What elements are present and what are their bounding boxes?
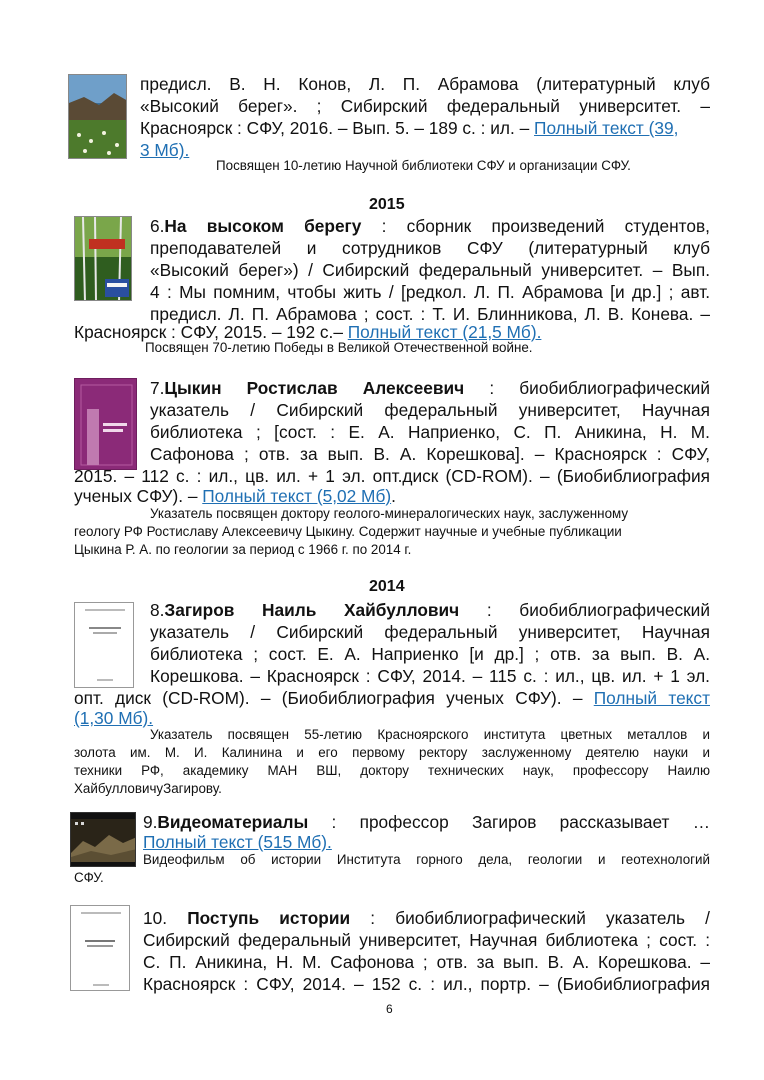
- entry10-line3: С. П. Аникина, Н. М. Сафонова ; отв. за вып. В. А. Корешкова. –: [143, 952, 710, 972]
- entry7-line3: библиотека ; [сост. : Е. А. Наприенко, С. П. Аникина, Н. М.: [150, 422, 710, 442]
- book-cover-zagirov: [74, 602, 134, 688]
- entry8-line6: [74, 708, 153, 728]
- entry6-line3: «Высокий берег») / Сибирский федеральный университет. – Вып.: [150, 260, 710, 280]
- year-heading-2015: 2015: [369, 196, 405, 213]
- video-thumbnail-zagirov: [70, 812, 136, 867]
- entry8-line4: Корешкова. – Красноярск : СФУ, 2014. – 115 с. : ил., цв. ил. + 1 эл.: [150, 666, 710, 686]
- entry5-line1: предисл. В. Н. Конов, Л. П. Абрамова (литературный клуб: [140, 74, 710, 94]
- entry7-line5: 2015. – 112 с. : ил., цв. ил. + 1 эл. опт.диск (CD-ROM). – (Биобиблиография: [74, 466, 710, 486]
- entry8-line3: библиотека ; сост. Е. А. Наприенко [и др.] ; отв. за вып. В. А.: [150, 644, 710, 664]
- entry9-title: Видеоматериалы: [157, 812, 309, 832]
- entry7-note-line3: Цыкина Р. А. по геологии за период с 1966 г. по 2014 г.: [74, 542, 412, 557]
- entry8-note-line4: ХайбулловичуЗагирову.: [74, 781, 222, 796]
- entry10-title: Поступь истории: [187, 908, 351, 928]
- entry6-title: На высоком берегу: [164, 216, 362, 236]
- entry7-line6: ученых СФУ). – Полный текст (5,02 Мб).: [74, 486, 396, 506]
- entry5-line4: [140, 140, 189, 160]
- book-cover-postup-istorii: [70, 905, 130, 991]
- entry6-line6: Красноярск : СФУ, 2015. – 192 с.– Полный текст (21,5 Мб).: [74, 322, 542, 342]
- entry7-title: Цыкин Ростислав Алексеевич: [164, 378, 465, 398]
- entry7-line4: Сафонова ; отв. за вып. В. А. Корешкова]. – Красноярск : СФУ,: [150, 444, 710, 464]
- entry9-line1: 9.Видеоматериалы : профессор Загиров рассказывает …: [143, 812, 710, 832]
- entry8-line2: указатель / Сибирский федеральный университет, Научная: [150, 622, 710, 642]
- entry10-line1: 10. Поступь истории : биобиблиографический указатель /: [143, 908, 710, 928]
- page-number: 6: [386, 1002, 393, 1016]
- book-cover-tsykin: [74, 378, 137, 470]
- entry9-line2: [143, 832, 332, 852]
- entry5-note: Посвящен 10-летию Научной библиотеки СФУ и организации СФУ.: [216, 158, 631, 173]
- entry8-fulltext-link-cont[interactable]: (1,30 Мб).: [74, 708, 154, 728]
- entry10-line2: Сибирский федеральный университет, Научная библиотека ; сост. :: [143, 930, 710, 950]
- entry6-line5: предисл. Л. П. Абрамова ; сост. : Т. И. Блинникова, Л. В. Конева. –: [150, 304, 710, 324]
- entry8-note-line2: золота им. М. И. Калинина и его первому ректору заслуженному деятелю науки и: [74, 745, 710, 760]
- entry6-line2: преподавателей и сотрудников СФУ (литературный клуб: [150, 238, 710, 258]
- entry6-line1: 6.На высоком берегу : сборник произведений студентов,: [150, 216, 710, 236]
- entry8-line5: опт. диск (CD-ROM). – (Биобиблиография ученых СФУ). – Полный текст: [74, 688, 710, 708]
- entry9-fulltext-link[interactable]: Полный текст (515 Мб).: [143, 832, 332, 852]
- entry8-note-line3: техники РФ, академику МАН ВШ, доктору технических наук, профессору Наилю: [74, 763, 710, 778]
- year-heading-2014: 2014: [369, 578, 405, 595]
- entry7-fulltext-link[interactable]: Полный текст (5,02 Мб): [202, 486, 392, 506]
- entry7-line2: указатель / Сибирский федеральный университет, Научная: [150, 400, 710, 420]
- book-cover-vysokiy-bereg-5: [68, 74, 127, 159]
- book-cover-na-vysokom-beregu: [74, 216, 132, 301]
- entry10-line4: Красноярск : СФУ, 2014. – 152 с. : ил., портр. – (Биобиблиография: [143, 974, 710, 994]
- entry8-line1: 8.Загиров Наиль Хайбуллович : биобиблиографический: [150, 600, 710, 620]
- entry5-line3: Красноярск : СФУ, 2016. – Вып. 5. – 189 с. : ил. – Полный текст (39,: [140, 118, 679, 138]
- entry9-note-line2: СФУ.: [74, 870, 104, 885]
- entry6-fulltext-link[interactable]: Полный текст (21,5 Мб).: [347, 322, 542, 342]
- entry5-line2: «Высокий берег». ; Сибирский федеральный университет. –: [140, 96, 710, 116]
- entry7-note-line2: геологу РФ Ростиславу Алексеевичу Цыкину. Содержит научные и учебные публикации: [74, 524, 622, 539]
- entry5-fulltext-link-cont[interactable]: 3 Мб).: [140, 140, 190, 160]
- entry7-note-line1: Указатель посвящен доктору геолого-минералогических наук, заслуженному: [150, 506, 629, 521]
- entry6-note: Посвящен 70-летию Победы в Великой Отечественной войне.: [145, 340, 533, 355]
- entry9-note-line1: Видеофильм об истории Института горного дела, геологии и геотехнологий: [143, 852, 710, 867]
- entry6-line4: 4 : Мы помним, чтобы жить / [редкол. Л. П. Абрамова [и др.] ; авт.: [150, 282, 710, 302]
- entry8-title: Загиров Наиль Хайбуллович: [164, 600, 460, 620]
- entry8-note-line1: Указатель посвящен 55-летию Красноярского института цветных металлов и: [150, 727, 710, 742]
- entry8-fulltext-link[interactable]: Полный текст: [593, 688, 710, 708]
- entry7-line1: 7.Цыкин Ростислав Алексеевич : биобиблиографический: [150, 378, 710, 398]
- entry5-fulltext-link[interactable]: Полный текст (39,: [534, 118, 679, 138]
